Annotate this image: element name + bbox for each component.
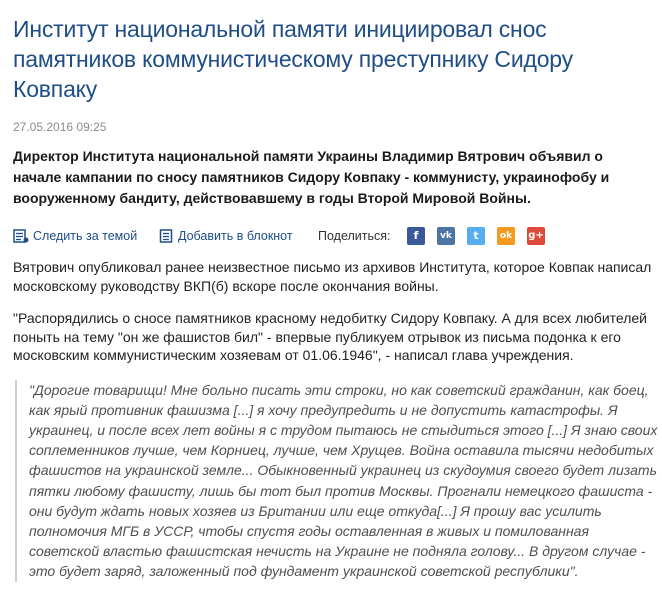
share-odnoklassniki-button[interactable] (497, 227, 515, 245)
share-facebook-button[interactable] (407, 227, 425, 245)
google-plus-icon: g+ (528, 230, 544, 241)
add-to-notebook-label: Добавить в блокнот (178, 229, 293, 243)
share-vk-button[interactable] (437, 227, 455, 245)
follow-topic-icon (13, 229, 29, 243)
article-toolbar (13, 225, 653, 247)
share-google-plus-button[interactable] (527, 227, 545, 245)
article-paragraph: "Распорядились о сносе памятников красному недобитку Сидору Ковпаку. А для всех любителей поныть на тему "он же фашистов бил" - впервые публикуем отрывок из письма подонка к его московским коммунистическим хозяевам от 01.06.1946", - написал глава учреждения. (13, 310, 647, 363)
article-title: Институт национальной памяти инициировал снос памятников коммунистическому преступнику Сидору Ковпаку (13, 16, 573, 102)
article (13, 0, 658, 582)
add-to-notebook-button[interactable] (159, 225, 293, 247)
follow-topic-label: Следить за темой (33, 229, 138, 243)
follow-topic-button[interactable] (13, 225, 137, 247)
twitter-icon: t (473, 229, 479, 242)
share-twitter-button[interactable] (467, 227, 485, 245)
article-lead: Директор Института национальной памяти Украины Владимир Вятрович объявил о начале кампании по сносу памятников Сидору Ковпаку - коммунисту, украинофобу и вооруженному бандиту, действовавшему в годы Второй Мировой Войны. (13, 148, 610, 206)
notebook-icon (159, 229, 174, 243)
publish-date: 27.05.2016 09:25 (13, 120, 107, 134)
letter-quote: "Дорогие товарищи! Мне больно писать эти строки, но как советский гражданин, как боец, как ярый противник фашизма [...] я хочу предупредить и не допустить катастрофы. Я украинец, и после всех лет войны я с трудом пытаюсь не стыдиться этого [...] Я знаю своих соплеменников лучше, чем Корниец, лучше, чем Хрущев. Война оставила тысячи недобитых фашистов на украинской земле... Обыкновенный украинец из скудоумия своего будет лизать пятки любому фашисту, лишь бы тот был против Москвы. Прогнали немецкого фашиста - они будут ждать новых хозяев из Британии или еще откуда[...] Я прошу вас усилить полномочия МГБ в УССР, чтобы спустя годы оставленная в живых и помилованная советской властью фашистская нечисть на Украине не подняла голову... В другом случае - это будет заряд, заложенный под фундамент украинской советской республики". (15, 380, 659, 582)
facebook-icon: f (413, 229, 419, 242)
vk-icon: vk (440, 231, 452, 241)
article-paragraph: Вятрович опубликовал ранее неизвестное письмо из архивов Института, которое Ковпак написал московскому руководству ВКП(б) вскоре после окончания войны. (13, 259, 652, 294)
share-label: Поделиться: (318, 229, 391, 243)
odnoklassniki-icon: ok (499, 231, 513, 241)
